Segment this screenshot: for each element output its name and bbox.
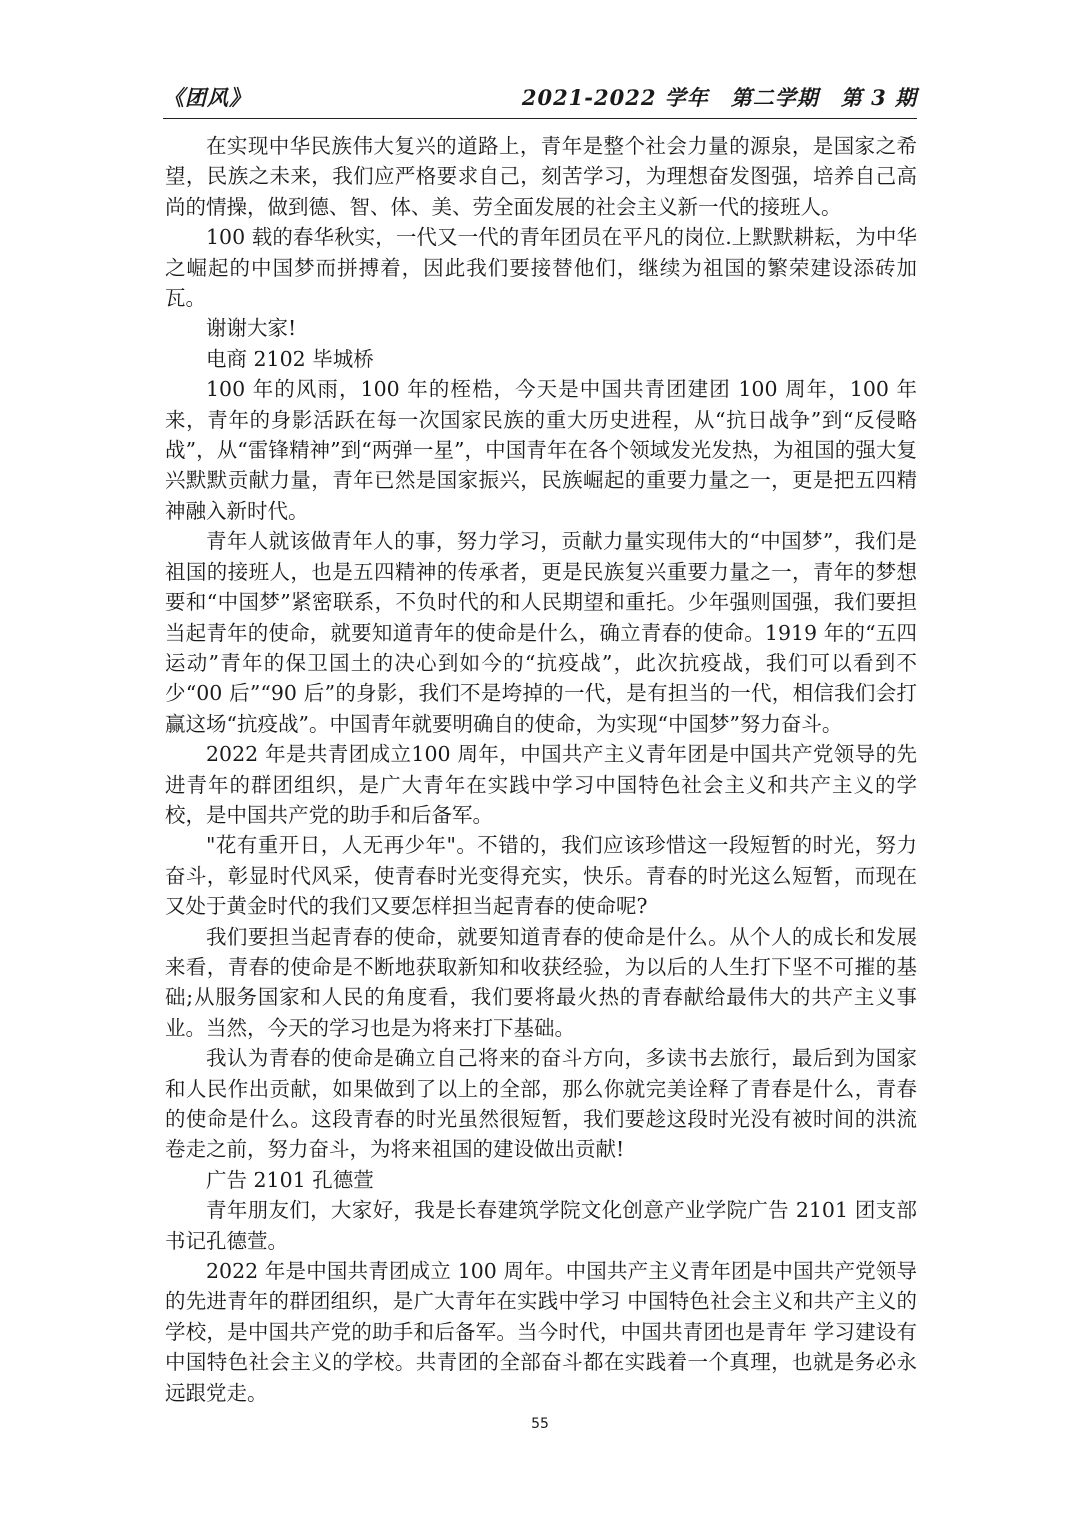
author-byline: 电商 2102 毕城桥 <box>206 346 374 371</box>
header-divider <box>163 118 917 119</box>
paragraph: 2022 年是中国共青团成立 100 周年。中国共产主义青年团是中国共产党领导的先进青年的群团组织，是广大青年在实践中学习 中国特色社会主义和共产主义的学校，是中国共产党的助手和后备军。当今时代，中国共青团也是青年 学习建设有中国特色社会主义的学校。共青团的全部奋斗都在实践着一个真理，也就是务必永远跟党走。 <box>165 1259 917 1405</box>
paragraph: 100 载的春华秋实，一代又一代的青年团员在平凡的岗位.上默默耕耘，为中华之崛起的中国梦而拼搏着，因此我们要接替他们，继续为祖国的繁荣建设添砖加瓦。 <box>165 225 917 311</box>
paragraph: 青年人就该做青年人的事，努力学习，贡献力量实现伟大的“中国梦”，我们是祖国的接班人，也是五四精神的传承者，更是民族复兴重要力量之一，青年的梦想要和“中国梦”紧密联系，不负时代的和人民期望和重托。少年强则国强，我们要担当起青年的使命，就要知道青年的使命是什么，确立青春的使命。1919 年的“五四运动”青年的保卫国土的决心到如今的“抗疫战”，此次抗疫战，我们可以看到不少“00 后”“90 后”的身影，我们不是垮掉的一代，是有担当的一代，相信我们会打赢这场“抗疫战”。中国青年就要明确自的使命，为实现“中国梦”努力奋斗。 <box>165 529 917 736</box>
paragraph: 我认为青春的使命是确立自己将来的奋斗方向，多读书去旅行，最后到为国家和人民作出贡献，如果做到了以上的全部，那么你就完美诠释了青春是什么，青春的使命是什么。这段青春的时光虽然很短暂，我们要趁这段时光没有被时间的洪流卷走之前，努力奋斗，为将来祖国的建设做出贡献! <box>165 1046 917 1162</box>
author-byline: 广告 2101 孔德萱 <box>206 1167 374 1192</box>
paragraph: 我们要担当起青春的使命，就要知道青春的使命是什么。从个人的成长和发展来看，青春的使命是不断地获取新知和收获经验，为以后的人生打下坚不可摧的基础;从服务国家和人民的角度看，我们要将最火热的青春献给最伟大的共产主义事业。当然，今天的学习也是为将来打下基础。 <box>165 924 917 1040</box>
paragraph: 青年朋友们，大家好，我是长春建筑学院文化创意产业学院广告 2101 团支部书记孔德萱。 <box>165 1198 917 1253</box>
paragraph: 2022 年是共青团成立100 周年，中国共产主义青年团是中国共产党领导的先进青年的群团组织，是广大青年在实践中学习中国特色社会主义和共产主义的学校，是中国共产党的助手和后备军。 <box>165 742 917 827</box>
page-header <box>163 78 917 112</box>
closing-line: 谢谢大家! <box>206 316 297 341</box>
article-body <box>165 131 917 1408</box>
journal-title: 《团风》 <box>163 85 251 110</box>
paragraph: 100 年的风雨，100 年的桎梏，今天是中国共青团建团 100 周年，100 年来，青年的身影活跃在每一次国家民族的重大历史进程，从“抗日战争”到“反侵略战”，从“雷锋精神”到“两弹一星”，中国青年在各个领域发光发热，为祖国的强大复兴默默贡献力量，青年已然是国家振兴，民族崛起的重要力量之一，更是把五四精神融入新时代。 <box>165 377 917 523</box>
issue-info: 2021-2022 学年 第二学期 第 3 期 <box>521 85 917 110</box>
page-number: 55 <box>531 1416 549 1432</box>
paragraph: 在实现中华民族伟大复兴的道路上，青年是整个社会力量的源泉，是国家之希望，民族之未来，我们应严格要求自己，刻苦学习，为理想奋发图强，培养自己高尚的情操，做到德、智、体、美、劳全面发展的社会主义新一代的接班人。 <box>165 134 917 219</box>
paragraph: "花有重开日，人无再少年"。不错的，我们应该珍惜这一段短暂的时光，努力奋斗，彰显时代风采，使青春时光变得充实，快乐。青春的时光这么短暂，而现在又处于黄金时代的我们又要怎样担当起青春的使命呢? <box>165 833 917 919</box>
